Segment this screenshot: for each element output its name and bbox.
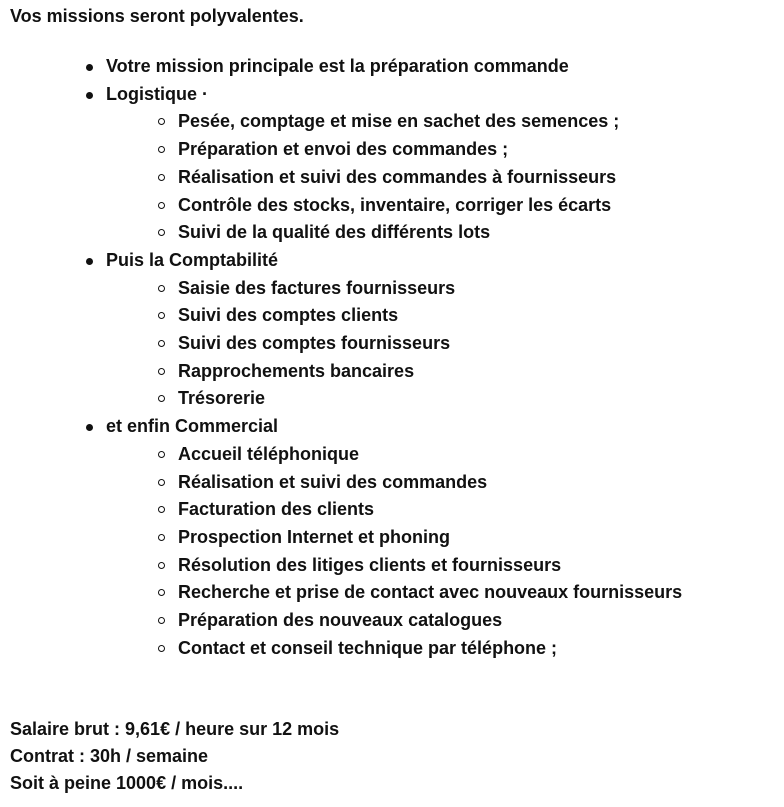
section-item bbox=[82, 81, 682, 247]
list-item bbox=[154, 552, 682, 580]
list-item bbox=[154, 136, 682, 164]
circle-bullet-icon bbox=[158, 312, 165, 319]
list-item-text: Facturation des clients bbox=[178, 499, 375, 520]
circle-bullet-icon bbox=[158, 202, 165, 209]
bullet-icon bbox=[86, 92, 93, 99]
list-item bbox=[154, 275, 682, 303]
list-item-text: Préparation des nouveaux catalogues bbox=[178, 610, 503, 631]
list-item-text: Prospection Internet et phoning bbox=[178, 526, 451, 547]
circle-bullet-icon bbox=[158, 229, 165, 236]
list-item-text: Suivi des comptes clients bbox=[178, 305, 399, 326]
contract-text: Contrat : 30h / semaine bbox=[10, 746, 209, 766]
circle-bullet-icon bbox=[158, 589, 165, 596]
list-item-text: Suivi de la qualité des différents lots bbox=[178, 222, 491, 243]
list-item-text: Pesée, comptage et mise en sachet des semences ; bbox=[178, 111, 620, 132]
intro-text: Vos missions seront polyvalentes. bbox=[10, 6, 304, 26]
list-item-text: Trésorerie bbox=[178, 388, 266, 409]
list-item-text: Contrôle des stocks, inventaire, corriger les écarts bbox=[178, 194, 612, 215]
section-item bbox=[82, 247, 682, 413]
circle-bullet-icon bbox=[158, 146, 165, 153]
missions-list bbox=[82, 53, 682, 662]
sub-list bbox=[154, 441, 682, 663]
list-item bbox=[154, 579, 682, 607]
list-item-text: Rapprochements bancaires bbox=[178, 360, 415, 381]
list-item bbox=[154, 330, 682, 358]
list-item bbox=[154, 385, 682, 413]
list-item bbox=[154, 635, 682, 663]
list-item bbox=[154, 469, 682, 497]
list-item-text: Suivi des comptes fournisseurs bbox=[178, 333, 451, 354]
section-item bbox=[82, 53, 682, 81]
circle-bullet-icon bbox=[158, 479, 165, 486]
circle-bullet-icon bbox=[158, 617, 165, 624]
list-item bbox=[154, 302, 682, 330]
circle-bullet-icon bbox=[158, 340, 165, 347]
list-item-text: Préparation et envoi des commandes ; bbox=[178, 139, 509, 160]
list-item bbox=[154, 108, 682, 136]
section-label: et enfin Commercial bbox=[106, 416, 279, 437]
footer-info bbox=[10, 716, 339, 797]
circle-bullet-icon bbox=[158, 534, 165, 541]
sub-list bbox=[154, 108, 682, 247]
list-item-text: Recherche et prise de contact avec nouveaux fournisseurs bbox=[178, 582, 683, 603]
bullet-icon bbox=[86, 424, 93, 431]
bullet-icon bbox=[86, 64, 93, 71]
list-item-text: Accueil téléphonique bbox=[178, 443, 360, 464]
bullet-icon bbox=[86, 258, 93, 265]
summary-text: Soit à peine 1000€ / mois.... bbox=[10, 773, 244, 793]
list-item bbox=[154, 524, 682, 552]
circle-bullet-icon bbox=[158, 645, 165, 652]
circle-bullet-icon bbox=[158, 451, 165, 458]
list-item-text: Saisie des factures fournisseurs bbox=[178, 277, 456, 298]
section-label: Puis la Comptabilité bbox=[106, 249, 279, 270]
sub-list bbox=[154, 275, 682, 414]
circle-bullet-icon bbox=[158, 174, 165, 181]
section-item bbox=[82, 413, 682, 662]
circle-bullet-icon bbox=[158, 285, 165, 292]
list-item bbox=[154, 358, 682, 386]
list-item bbox=[154, 164, 682, 192]
salary-text: Salaire brut : 9,61€ / heure sur 12 mois bbox=[10, 719, 340, 739]
list-item bbox=[154, 607, 682, 635]
list-item bbox=[154, 192, 682, 220]
section-label: Logistique · bbox=[106, 83, 208, 104]
list-item bbox=[154, 219, 682, 247]
list-item-text: Réalisation et suivi des commandes à fournisseurs bbox=[178, 166, 617, 187]
list-item-text: Résolution des litiges clients et fournisseurs bbox=[178, 554, 562, 575]
list-item bbox=[154, 496, 682, 524]
list-item bbox=[154, 441, 682, 469]
circle-bullet-icon bbox=[158, 368, 165, 375]
list-item-text: Réalisation et suivi des commandes bbox=[178, 471, 488, 492]
circle-bullet-icon bbox=[158, 506, 165, 513]
circle-bullet-icon bbox=[158, 562, 165, 569]
list-item-text: Contact et conseil technique par téléphone ; bbox=[178, 637, 558, 658]
circle-bullet-icon bbox=[158, 118, 165, 125]
section-label: Votre mission principale est la préparation commande bbox=[106, 56, 569, 76]
circle-bullet-icon bbox=[158, 395, 165, 402]
